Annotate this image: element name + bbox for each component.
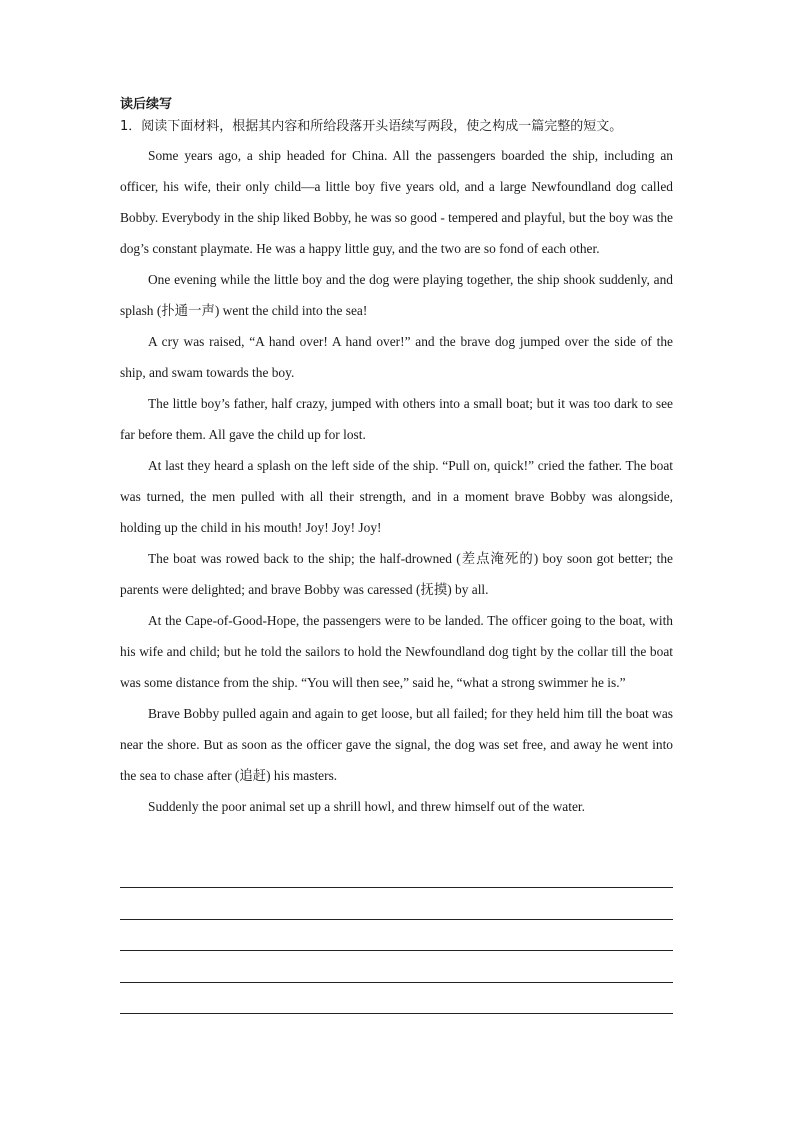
story-paragraph-6: The boat was rowed back to the ship; the half-drowned (差点淹死的) boy soon got better; the parents were delighted; and brave Bobby was caressed (抚摸) by all.: [120, 551, 673, 597]
answer-line-1[interactable]: [120, 887, 673, 888]
story-paragraph-2: One evening while the little boy and the dog were playing together, the ship shook suddenly, and splash (扑通一声) went the child into the sea!: [120, 272, 673, 318]
story-paragraph-3: A cry was raised, “A hand over! A hand over!” and the brave dog jumped over the side of the ship, and swam towards the boy.: [120, 334, 673, 380]
story-paragraph-7: At the Cape-of-Good-Hope, the passengers were to be landed. The officer going to the boat, with his wife and child; but he told the sailors to hold the Newfoundland dog tight by the collar till the boat was some distance from the ship. “You will then see,” said he, “what a strong swimmer he is.”: [120, 613, 673, 690]
story-paragraph-4: The little boy’s father, half crazy, jumped with others into a small boat; but it was too dark to see far before them. All gave the child up for lost.: [120, 396, 673, 442]
answer-line-4[interactable]: [120, 982, 673, 983]
answer-line-3[interactable]: [120, 950, 673, 951]
story-paragraph-8: Brave Bobby pulled again and again to get loose, but all failed; for they held him till the boat was near the shore. But as soon as the officer gave the signal, the dog was set free, and away he went into the sea to chase after (追赶) his masters.: [120, 706, 673, 783]
story-paragraph-9: Suddenly the poor animal set up a shrill howl, and threw himself out of the water.: [148, 799, 585, 814]
story-paragraph-1: Some years ago, a ship headed for China. All the passengers boarded the ship, including an officer, his wife, their only child—a little boy five years old, and a large Newfoundland dog called Bobby. Everybody in the ship liked Bobby, he was so good - tempered and playful, but the boy was the dog’s constant playmate. He was a happy little guy, and the two are so fond of each other.: [120, 148, 673, 256]
answer-line-5[interactable]: [120, 1013, 673, 1014]
answer-lines: [120, 887, 673, 1045]
section-heading: 读后续写: [120, 97, 173, 112]
answer-line-2[interactable]: [120, 919, 673, 920]
story-paragraph-5: At last they heard a splash on the left side of the ship. “Pull on, quick!” cried the father. The boat was turned, the men pulled with all their strength, and in a moment brave Bobby was alongside, holding up the child in his mouth! Joy! Joy! Joy!: [120, 458, 673, 535]
document-body: [120, 94, 673, 822]
task-instruction: 1．阅读下面材料，根据其内容和所给段落开头语续写两段，使之构成一篇完整的短文。: [120, 119, 623, 134]
